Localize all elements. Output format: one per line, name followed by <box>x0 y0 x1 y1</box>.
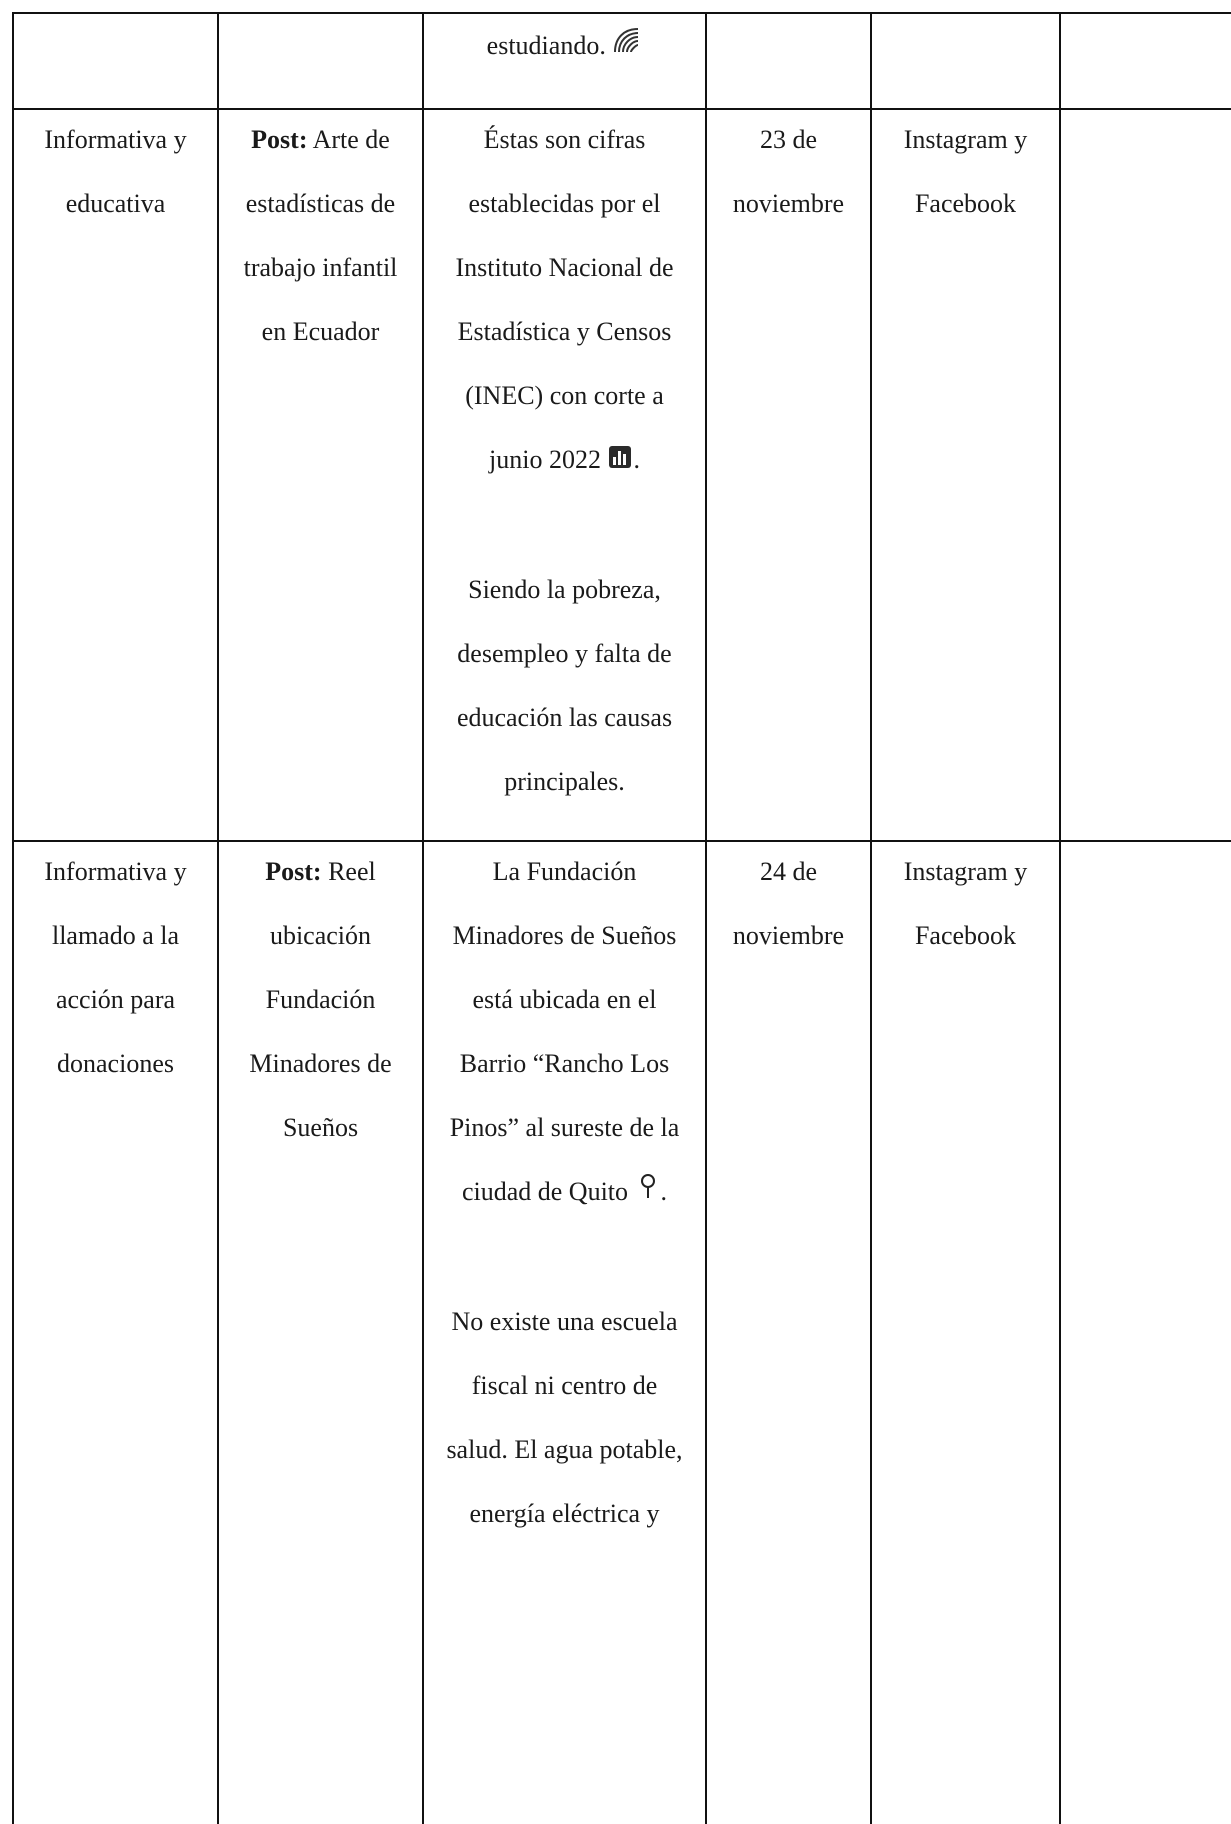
cell-line: energía eléctrica y <box>469 1499 660 1529</box>
cell-line: Informativa y <box>44 125 187 154</box>
cell-line: Instagram y <box>903 125 1028 154</box>
cell-line: Reel <box>328 857 376 886</box>
post-label: Post: <box>251 125 308 154</box>
cell-line: educación las causas <box>456 703 673 733</box>
cell-line: salud. El agua potable, <box>446 1435 683 1465</box>
cell-line: 24 de <box>759 857 818 886</box>
location-pin-icon <box>635 1162 661 1226</box>
cell-text: ciudad de Quito <box>461 1177 629 1206</box>
cell-line: donaciones <box>57 1049 174 1078</box>
wifi-signal-icon <box>612 16 642 80</box>
table-cell-post <box>219 840 422 1160</box>
cell-line: educativa <box>65 189 166 218</box>
cell-line: Siendo la pobreza, <box>468 575 661 605</box>
table-cell-post <box>219 108 422 364</box>
table-cell-date <box>707 108 870 236</box>
cell-line: en Ecuador <box>261 317 380 346</box>
cell-line: Minadores de Sueños <box>452 921 677 950</box>
cell-line: Instituto Nacional de <box>455 253 674 282</box>
cell-line: Instagram y <box>903 857 1028 886</box>
cell-line: ubicación <box>269 921 372 950</box>
cell-line: Éstas son cifras <box>483 125 646 154</box>
cell-line: Informativa y <box>44 857 187 886</box>
cell-text: junio 2022 <box>489 445 601 474</box>
cell-line: La Fundación <box>492 857 637 886</box>
cell-line: Sueños <box>282 1113 359 1142</box>
cell-line: principales. <box>504 767 625 797</box>
cell-line: Barrio “Rancho Los <box>459 1049 670 1078</box>
cell-line: noviembre <box>732 189 845 218</box>
cell-line: acción para <box>55 985 176 1014</box>
cell-line: Arte de <box>312 125 390 154</box>
cell-line: desempleo y falta de <box>457 639 672 669</box>
cell-line: llamado a la <box>51 921 180 950</box>
bar-chart-icon <box>607 430 633 494</box>
cell-text: . <box>633 445 640 474</box>
table-cell-date <box>707 840 870 968</box>
cell-line: 23 de <box>759 125 818 154</box>
column-divider <box>1059 12 1061 1824</box>
table-cell-description <box>424 14 705 80</box>
cell-line: (INEC) con corte a <box>465 381 664 410</box>
cell-line: Estadística y Censos <box>457 317 672 346</box>
table-cell-description <box>424 108 705 814</box>
table-cell-platform <box>872 840 1059 968</box>
cell-text: . <box>660 1177 668 1206</box>
table-cell-type <box>14 108 217 236</box>
cell-line: noviembre <box>732 921 845 950</box>
cell-line: Pinos” al sureste de la <box>449 1113 680 1142</box>
cell-line: establecidas por el <box>468 189 661 218</box>
cell-line: No existe una escuela <box>451 1307 678 1337</box>
table-cell-platform <box>872 108 1059 236</box>
cell-line: estadísticas de <box>245 189 396 218</box>
cell-text: estudiando. <box>486 31 606 60</box>
cell-line: Fundación <box>265 985 376 1014</box>
cell-line: trabajo infantil <box>243 253 398 282</box>
table-cell-description <box>424 840 705 1546</box>
cell-line: Facebook <box>914 921 1017 950</box>
table-cell-type <box>14 840 217 1096</box>
post-label: Post: <box>265 857 322 886</box>
cell-line: Minadores de <box>249 1049 392 1078</box>
cell-line: fiscal ni centro de <box>471 1371 658 1401</box>
cell-line: está ubicada en el <box>472 985 657 1014</box>
cell-line: Facebook <box>914 189 1017 218</box>
